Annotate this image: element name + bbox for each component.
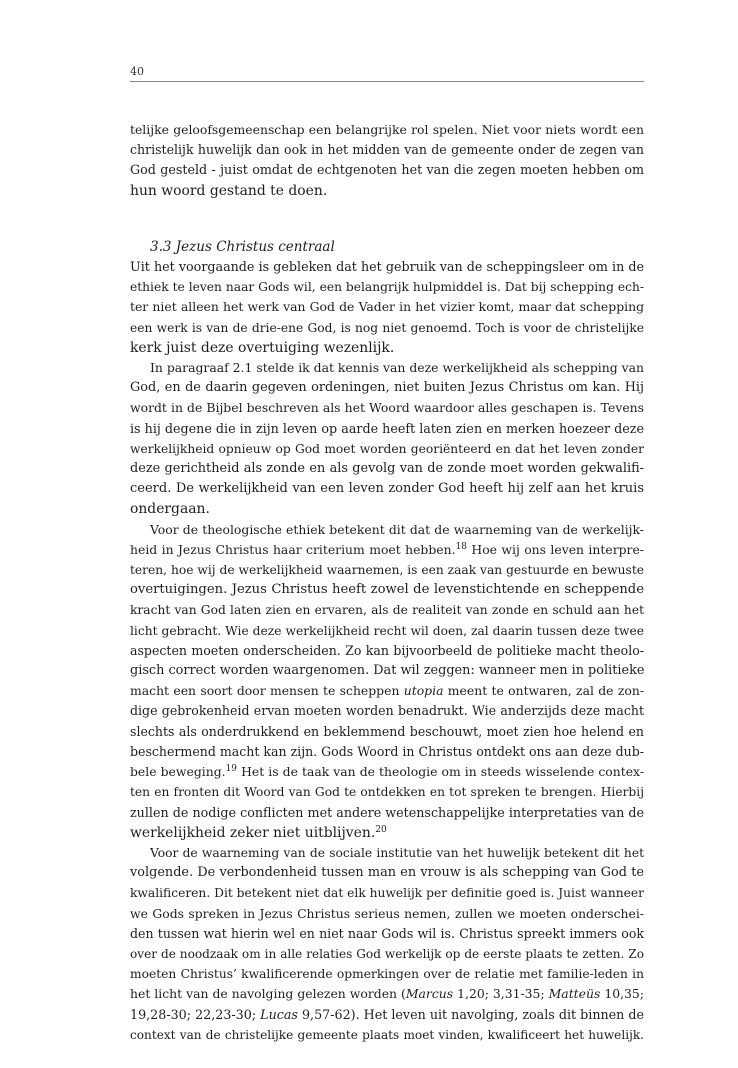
- text-line: kwalificeren. Dit betekent niet dat elk huwelijk per definitie goed is. Juist wanneer: [130, 886, 644, 901]
- text-line: deze gerichtheid als zonde en als gevolg van de zonde moet worden gekwalifi-: [130, 461, 644, 477]
- text-line: ondergaan.: [130, 501, 210, 518]
- paragraph-3: [130, 520, 644, 843]
- text-line: het licht van de navolging gelezen worden (Marcus 1,20; 3,31-35; Matteüs 10,35;: [130, 986, 644, 1002]
- paragraph-2: [130, 358, 644, 520]
- section-heading: 3.3 Jezus Christus centraal: [150, 238, 335, 255]
- text-line: ten en fronten dit Woord van God te ontdekken en tot spreken te brengen. Hierbij: [130, 785, 644, 800]
- text-line: God, en de daarin gegeven ordeningen, niet buiten Jezus Christus om kan. Hij: [130, 380, 644, 396]
- intro-paragraph: [130, 120, 644, 201]
- text-line: God gesteld - juist omdat de echtgenoten het van die zegen moeten hebben om: [130, 162, 644, 178]
- text-line: kerk juist deze overtuiging wezenlijk.: [130, 339, 395, 356]
- text-line: ceerd. De werkelijkheid van een leven zonder God heeft hij zelf aan het kruis: [130, 481, 644, 497]
- text-line: werkelijkheid opnieuw op God moet worden georiënteerd en dat het leven zonder: [130, 441, 644, 456]
- page-number: 40: [130, 65, 144, 78]
- emphasis: Matteüs: [548, 986, 601, 1002]
- text-line: slechts als onderdrukkend en beklemmend beschouwt, moet zien hoe helend en: [130, 723, 644, 739]
- emphasis: Marcus: [405, 986, 454, 1002]
- text-line: telijke geloofsgemeenschap een belangrijke rol spelen. Niet voor niets wordt een: [130, 122, 644, 137]
- text-line: licht gebracht. Wie deze werkelijkheid recht wil doen, zal daarin tussen deze twee: [130, 623, 644, 638]
- footnote-ref-19: 19: [225, 764, 238, 775]
- text-line: christelijk huwelijk dan ook in het midden van de gemeente onder de zegen van: [130, 142, 644, 158]
- text-line: wordt in de Bijbel beschreven als het Woord waardoor alles geschapen is. Tevens: [130, 400, 644, 416]
- text-line: den tussen wat hierin wel en niet naar Gods wil is. Christus spreekt immers ook: [130, 925, 644, 941]
- paragraph-1: [130, 257, 644, 358]
- text-line: Voor de theologische ethiek betekent dit dat de waarneming van de werkelijk-: [150, 521, 644, 537]
- text-line: context van de christelijke gemeente plaats moet vinden, kwalificeert het huwelijk.: [130, 1027, 644, 1042]
- text-line: heid in Jezus Christus haar criterium moet hebben.$^{18}$ Hoe wij ons leven interpre-: [130, 541, 644, 557]
- text-line: 19,28-30; 22,23-30; Lucas 9,57-62). Het leven uit navolging, zoals dit binnen de: [130, 1006, 645, 1022]
- text-line: over de noodzaak om in alle relaties God werkelijk op de eerste plaats te zetten. Zo: [130, 946, 644, 961]
- text-line: ethiek te leven naar Gods wil, een belangrijk hulpmiddel is. Dat bij schepping ech-: [130, 280, 644, 295]
- text-line: Uit het voorgaande is gebleken dat het gebruik van de scheppingsleer om in de: [130, 259, 644, 275]
- body-text: [130, 120, 644, 1045]
- text-line: macht een soort door mensen te scheppen utopia meent te ontwaren, zal de zon-: [130, 683, 644, 699]
- text-line: dige gebrokenheid ervan moeten worden benadrukt. Wie anderzijds deze macht: [130, 703, 644, 719]
- text-line: teren, hoe wij de werkelijkheid waarnemen, is een zaak van gestuurde en bewuste: [130, 563, 644, 578]
- text-line: bele beweging.$^{19}$ Het is de taak van de theologie om in steeds wisselende contex-: [130, 764, 645, 780]
- paragraph-4: [130, 843, 644, 1045]
- text-line: volgende. De verbondenheid tussen man en vrouw is als schepping van God te: [130, 865, 644, 881]
- header-rule: [130, 81, 644, 82]
- text-line: moeten Christus’ kwalificerende opmerkingen over de relatie met familie-leden in: [130, 967, 644, 982]
- text-line: overtuigingen. Jezus Christus heeft zowel de levenstichtende en scheppende: [130, 582, 644, 598]
- footnote-ref-20: 20: [375, 824, 387, 835]
- text-line: werkelijkheid zeker niet uitblijven.$^{20}$: [130, 824, 387, 841]
- text-line: kracht van God laten zien en ervaren, als de realiteit van zonde en schuld aan het: [130, 603, 644, 618]
- emphasis: utopia: [403, 683, 444, 699]
- footnote-ref-18: 18: [455, 541, 467, 552]
- text-line: beschermend macht kan zijn. Gods Woord in Christus ontdekt ons aan deze dub-: [130, 743, 644, 759]
- text-line: ter niet alleen het werk van God de Vader in het vizier komt, maar dat schepping: [130, 299, 644, 315]
- text-line: is hij degene die in zijn leven op aarde heeft laten zien en merken hoezeer deze: [130, 420, 644, 436]
- text-line: een werk is van de drie-ene God, is nog niet genoemd. Toch is voor de christelijke: [130, 320, 644, 335]
- text-line: Voor de waarneming van de sociale institutie van het huwelijk betekent dit het: [150, 845, 644, 860]
- text-line: we Gods spreken in Jezus Christus serieus nemen, zullen we moeten onderschei-: [130, 905, 644, 921]
- emphasis: Lucas: [260, 1006, 298, 1022]
- text-line: hun woord gestand te doen.: [130, 182, 328, 199]
- text-line: gisch correct worden waargenomen. Dat wil zeggen: wanneer men in politieke: [130, 663, 645, 679]
- text-line: zullen de nodige conflicten met andere wetenschappelijke interpretaties van de: [130, 804, 644, 820]
- text-line: aspecten moeten onderscheiden. Zo kan bijvoorbeeld de politieke macht theolo-: [130, 642, 644, 658]
- text-line: In paragraaf 2.1 stelde ik dat kennis van deze werkelijkheid als schepping van: [150, 360, 644, 376]
